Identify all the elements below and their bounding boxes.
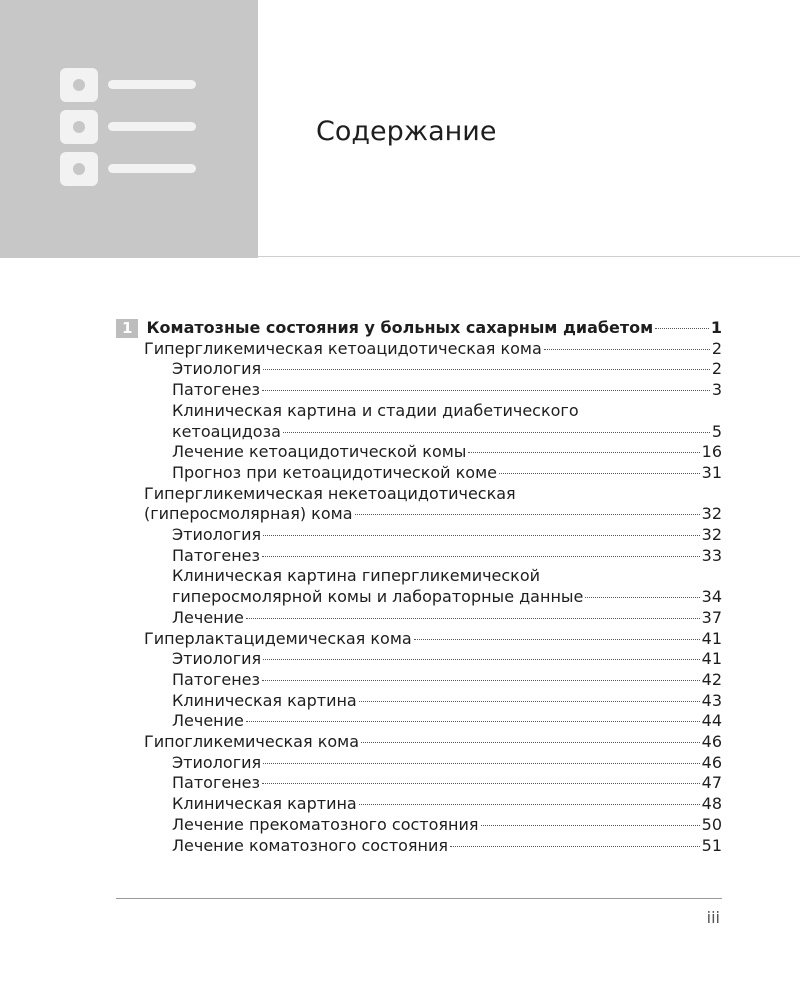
toc-entry-title: Лечение	[172, 607, 244, 627]
toc-entry-title: Гиперлактацидемическая кома	[144, 628, 412, 648]
toc-dot-leader	[361, 742, 700, 743]
toc-subsection-entry[interactable]	[116, 359, 722, 380]
toc-subsection-entry[interactable]	[116, 670, 722, 691]
toc-page-number: 32	[701, 504, 722, 524]
toc-page-number: 5	[711, 421, 722, 441]
toc-subsection-entry[interactable]	[116, 546, 722, 567]
toc-dot-leader	[359, 701, 700, 702]
toc-entry-title-line: Гипергликемическая некетоацидотическая	[144, 483, 516, 503]
toc-page-number: 47	[701, 773, 722, 793]
toc-page-number: 50	[701, 814, 722, 834]
toc-dot-leader	[544, 349, 710, 350]
toc-subsection-entry[interactable]	[116, 525, 722, 546]
toc-entry-title: Лечение	[172, 711, 244, 731]
toc-page-number: 51	[701, 835, 722, 855]
toc-entry-title: Этиология	[172, 525, 262, 545]
toc-dot-leader	[263, 659, 700, 660]
toc-dot-leader	[359, 804, 700, 805]
toc-entry-title: Клиническая картина	[172, 794, 357, 814]
toc-page-number: 46	[701, 732, 722, 752]
toc-dot-leader	[481, 825, 700, 826]
toc-page-number: 1	[710, 318, 722, 337]
toc-subsection-entry[interactable]	[116, 422, 722, 443]
toc-dot-leader	[263, 369, 710, 370]
toc-page-number: 2	[711, 359, 722, 379]
toc-page-number: 41	[701, 649, 722, 669]
toc-page-number: 34	[701, 587, 722, 607]
toc-subsection-entry[interactable]	[116, 380, 722, 401]
list-bullet-icon	[60, 68, 98, 102]
toc-subsection-entry[interactable]	[116, 711, 722, 732]
toc-subsection-entry[interactable]	[116, 608, 722, 629]
toc-page-number: 16	[701, 442, 722, 462]
toc-dot-leader	[262, 390, 710, 391]
toc-subsection-entry[interactable]	[116, 753, 722, 774]
list-bullet-icon	[60, 152, 98, 186]
toc-subsection-entry[interactable]	[116, 587, 722, 608]
toc-entry-title: Патогенез	[172, 380, 261, 400]
toc-entry-title: Прогноз при кетоацидотической коме	[172, 462, 498, 482]
toc-page-number: 42	[701, 669, 722, 689]
toc-page-number: 33	[701, 545, 722, 565]
toc-dot-leader	[585, 597, 699, 598]
toc-dot-leader	[450, 846, 700, 847]
list-icon-row	[60, 68, 200, 102]
toc-entry-title: Этиология	[172, 752, 262, 772]
toc-entry-title: Этиология	[172, 359, 262, 379]
toc-subsection-entry[interactable]	[116, 442, 722, 463]
list-icon-row	[60, 152, 200, 186]
list-icon-row	[60, 110, 200, 144]
header-block	[0, 0, 258, 258]
toc-dot-leader	[499, 473, 700, 474]
toc-entry-title: Патогенез	[172, 545, 261, 565]
footer-divider	[116, 898, 722, 899]
list-line-icon	[108, 80, 196, 89]
toc-dot-leader	[263, 535, 700, 536]
header-divider	[258, 256, 800, 257]
toc-page-number: 48	[701, 794, 722, 814]
list-line-icon	[108, 122, 196, 131]
toc-entry-title: Гипогликемическая кома	[144, 732, 360, 752]
toc-dot-leader	[468, 452, 699, 453]
toc-entry-title: Патогенез	[172, 669, 261, 689]
toc-page-number: 44	[701, 711, 722, 731]
toc-subsection-entry[interactable]	[116, 836, 722, 857]
toc-dot-leader	[246, 721, 700, 722]
toc-page-number: 2	[711, 338, 722, 358]
toc-section-entry[interactable]	[116, 339, 722, 360]
toc-page-number: 32	[701, 525, 722, 545]
toc-entry-title: Лечение коматозного состояния	[172, 835, 449, 855]
list-bullet-icon	[60, 110, 98, 144]
toc-dot-leader	[262, 556, 700, 557]
toc-entry-title: Лечение кетоацидотической комы	[172, 442, 467, 462]
toc-subsection-entry[interactable]	[116, 649, 722, 670]
toc-entry-title: Коматозные состояния у больных сахарным диабетом	[146, 318, 654, 337]
toc-page-number: 46	[701, 752, 722, 772]
toc-page-number: 31	[701, 462, 722, 482]
toc-entry-title-continuation: кетоацидоза	[172, 421, 281, 441]
toc-section-entry[interactable]	[116, 504, 722, 525]
toc-section-entry[interactable]	[116, 732, 722, 753]
toc-dot-leader	[246, 618, 700, 619]
toc-dot-leader	[262, 783, 700, 784]
toc-entry-title-line: Клиническая картина гипергликемической	[172, 566, 541, 586]
toc-dot-leader	[655, 328, 709, 329]
toc-subsection-entry[interactable]	[116, 815, 722, 836]
page-title: Содержание	[316, 116, 497, 147]
toc-entry-title-continuation: (гиперосмолярная) кома	[144, 504, 353, 524]
toc-section-entry[interactable]	[116, 629, 722, 650]
page-number: iii	[706, 908, 720, 927]
toc-subsection-entry[interactable]	[116, 463, 722, 484]
list-line-icon	[108, 164, 196, 173]
toc-entry-title: Патогенез	[172, 773, 261, 793]
toc-dot-leader	[283, 432, 710, 433]
toc-entry-title-continuation: гиперосмолярной комы и лабораторные данные	[172, 587, 584, 607]
toc-entry-title: Лечение прекоматозного состояния	[172, 814, 479, 834]
table-of-contents	[116, 318, 722, 856]
toc-subsection-entry[interactable]	[116, 691, 722, 712]
toc-subsection-entry[interactable]	[116, 794, 722, 815]
toc-chapter-entry[interactable]	[116, 318, 722, 339]
toc-entry-title: Этиология	[172, 649, 262, 669]
toc-dot-leader	[263, 763, 700, 764]
chapter-number-badge: 1	[116, 319, 138, 338]
toc-entry-title: Клиническая картина	[172, 690, 357, 710]
toc-entry-title: Гипергликемическая кетоацидотическая кома	[144, 338, 542, 358]
toc-page-number: 37	[701, 607, 722, 627]
toc-entry-title-line: Клиническая картина и стадии диабетического	[172, 400, 579, 420]
toc-dot-leader	[262, 680, 700, 681]
toc-page-number: 41	[701, 628, 722, 648]
toc-dot-leader	[355, 514, 700, 515]
toc-dot-leader	[414, 639, 700, 640]
toc-page-number: 3	[711, 380, 722, 400]
toc-page-number: 43	[701, 690, 722, 710]
toc-subsection-entry[interactable]	[116, 773, 722, 794]
